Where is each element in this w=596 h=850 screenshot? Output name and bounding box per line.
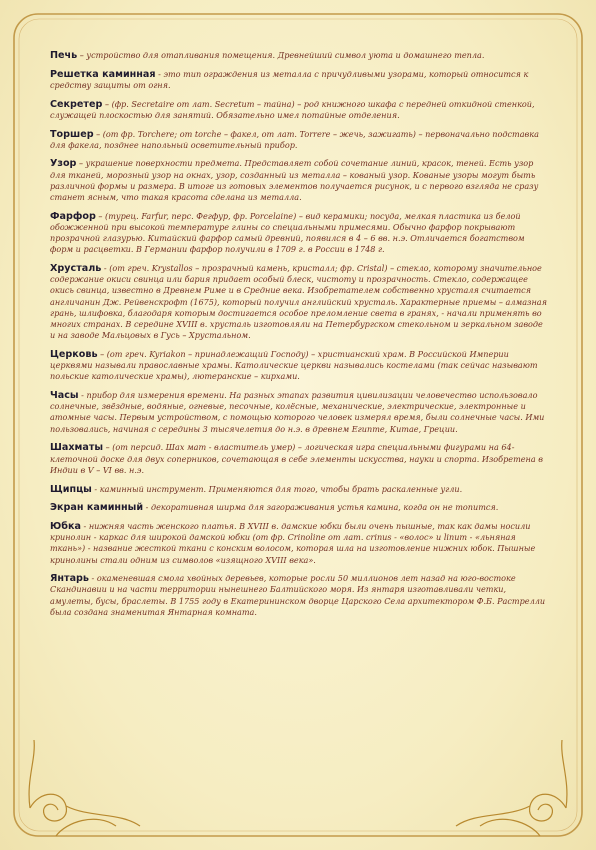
glossary-entry-uzor	[50, 158, 550, 203]
glossary-entry-torsher	[50, 129, 550, 151]
entry-definition: – устройство для отапливания помещения. Древнейший символ уюта и домашнего тепла.	[77, 50, 485, 60]
glossary-entry-yubka	[50, 521, 550, 566]
entry-term: Экран каминный	[50, 502, 144, 514]
entry-term: Юбка	[50, 520, 81, 532]
glossary-entry-reshetka	[50, 69, 550, 91]
entry-term: Янтарь	[50, 573, 89, 585]
entry-term: Решетка каминная	[50, 68, 156, 80]
glossary-entry-yantar	[50, 573, 550, 618]
entry-term: Торшер	[50, 128, 94, 140]
glossary-entry-shahmaty	[50, 442, 550, 476]
entry-definition: - декоративная ширма для загораживания устья камина, когда он не топится.	[143, 502, 499, 513]
entry-definition: - это тип ограждения из металла с причудливыми узорами, который относится к средству защиты от огня.	[50, 68, 529, 90]
glossary-entry-sekreter	[50, 99, 550, 121]
glossary-entry-ekran	[50, 502, 550, 513]
entry-term: Хрусталь	[50, 263, 102, 275]
glossary-entry-pech	[50, 50, 550, 61]
entry-term: Щипцы	[50, 483, 92, 495]
entry-definition: – украшение поверхности предмета. Представляет собой сочетание линий, красок, теней. Есть узор для тканей, морозный узор на окнах, узор, созданный из металла – кованый узор. Кованые узоры могут быть различной формы и размера. В итоге из готовых элементов получается рисунок, и с первого взгляда не сразу станет ясным, что такая красота сделана из металла.	[50, 158, 539, 203]
entry-definition: - окаменевшая смола хвойных деревьев, которые росли 50 миллионов лет назад на юго-востоке Скандинавии и на части территории нынешнего Балтийского моря. Из янтаря изготавливали четки, амулеты, бусы, браслеты. В 1755 году в Екатерининском дворце Царского Села архитектором Ф.Б. Растрелли была создана знаменитая Янтарная комната.	[50, 573, 546, 617]
entry-definition: - прибор для измерения времени. На разных этапах развития цивилизации человечество использовало солнечные, звёздные, водяные, огневые, песочные, колёсные, механические, электрические, электронные и атомные часы. Первым устройством, с помощью которого человек измерял время, были солнечные часы. Ими пользовались, начиная с середины 3 тысячелетия до н.э. в древнем Египте, Китае, Греции.	[50, 390, 545, 434]
entry-term: Шахматы	[50, 442, 104, 454]
entry-term: Узор	[50, 158, 77, 170]
glossary	[50, 50, 550, 626]
entry-term: Печь	[50, 50, 78, 61]
entry-definition: - нижняя часть женского платья. В XVIII в. дамские юбки были очень пышные, так как дамы носили кринолин - каркас для широкой дамской юбки (от фр. Crinoline от лат. crinus - «волос» и linum - «льняная ткань») - название жесткой ткани с конским волосом, которая шла на изготовление нижних юбок. Пышные кринолины стали одним из символов «изящного XVIII века».	[50, 520, 536, 565]
entry-definition: - (от греч. Krystallos – прозрачный камень, кристалл; фр. Cristal) – стекло, которому значительное содержание окиси свинца или бария придает особый блеск, чистоту и прозрачность. Стекло, содержащее окись свинца, известно в Древнем Риме и в Средние века. Изобретателем собственно хрусталя считается англичанин Дж. Рейвенскрофт (1675), который получил английский хрусталь. Характерные приемы – алмазная грань, шлифовка, благодаря которым достигается особое преломление света в гранях, - начали применять во многих странах. В середине XVIII в. хрусталь изготовляли на Петербургском стекольном и зеркальном заводе и на заводе Мальцовых в Гусь – Хрустальном.	[50, 263, 547, 341]
entry-term: Церковь	[50, 348, 98, 360]
glossary-entry-tserkov	[50, 349, 550, 383]
glossary-entry-hrustal	[50, 263, 550, 341]
entry-term: Фарфор	[50, 210, 96, 222]
glossary-entry-chasy	[50, 390, 550, 435]
entry-definition: – (от персид. Шах мат - властитель умер) – логическая игра специальными фигурами на 64-клеточной доске для двух соперников, сочетающая в себе элементы искусства, науки и спорта. Изобретена в Индии в V – VI вв. н.э.	[50, 442, 543, 475]
entry-term: Часы	[50, 390, 79, 402]
glossary-entry-farfor	[50, 211, 550, 256]
entry-definition: – (от греч. Kyriakon – принадлежащий Господу) – христианский храм. В Российской Империи церквями называли православные храмы. Католические церкви назывались костелами (так сейчас называют польские католические храмы), лютеранские – кирхами.	[50, 348, 538, 382]
entry-definition: - каминный инструмент. Применяются для того, чтобы брать раскаленные угли.	[91, 483, 463, 494]
entry-definition: – (турец. Farfur, перс. Фегфур, фр. Porcelaine) – вид керамики; посуда, мелкая пластика из белой обожженной при высокой температуре глины со специальными примесями. Обычно фарфор покрывают прозрачной глазурью. Китайский фарфор самый древний, появился в 4 – 6 вв. н.э. Отличается богатством форм и расцветки. В Германии фарфор получили в 1709 г. в России в 1748 г.	[50, 210, 525, 255]
glossary-entry-schiptsy	[50, 484, 550, 495]
entry-definition: – (фр. Secretaire от лат. Secretum – тайна) – род книжного шкафа с передней откидной стенкой, служащей плоскостью для занятий. Обязательно имел потайные отделения.	[50, 98, 535, 120]
entry-definition: – (от фр. Torchere; от torche – факел, от лат. Torrere – жечь, зажигать) – первоначально подставка для факела, позднее напольный осветительный прибор.	[50, 128, 539, 150]
entry-term: Секретер	[50, 98, 103, 110]
